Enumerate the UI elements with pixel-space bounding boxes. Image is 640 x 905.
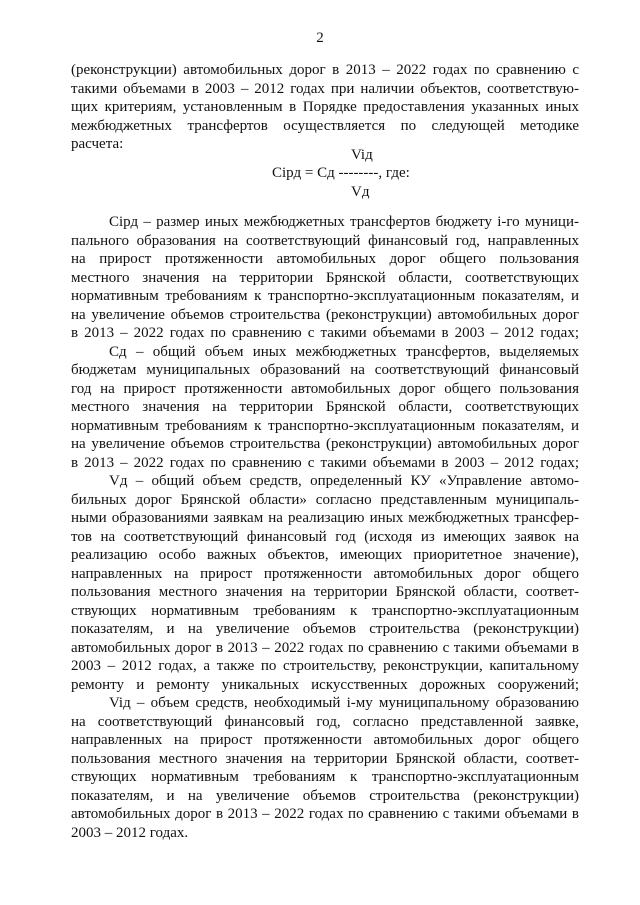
text-line: автомобильных дорог в 2013 – 2022 годах по сравнению с такими объемами в — [71, 639, 579, 656]
text-line: Vд – общий объем средств, определенный КУ «Управление автомо- — [109, 473, 579, 489]
text-line: в 2013 – 2022 годах по сравнению с такими объемами в 2003 – 2012 годах; — [71, 454, 579, 471]
formula-numerator: Viд — [351, 147, 373, 163]
definitions — [71, 213, 579, 842]
text-line: на увеличение объемов строительства (реконструкции) автомобильных дорог — [71, 436, 579, 452]
text-line: такими объемами в 2003 – 2012 годах при наличии объектов, соответствую- — [71, 80, 579, 97]
text-line: местного значения на территории Брянской области, соответствующих — [71, 269, 579, 286]
text-line: на соответствующий финансовый год, согласно представленной заявке, — [71, 713, 579, 730]
text-line: год на прирост протяженности автомобильных дорог общего пользования — [71, 380, 579, 397]
formula-denominator: Vд — [351, 184, 370, 200]
text-line: пользования местного значения на территории Брянской области, соответ- — [71, 584, 579, 600]
text-line: на увеличение объемов строительства (реконструкции) автомобильных дорог — [71, 306, 579, 323]
text-line: бильных дорог Брянской области» согласно представленным муниципаль- — [71, 491, 579, 508]
text-line: на прирост протяженности автомобильных дорог общего пользования — [71, 251, 579, 267]
text-line: пользования местного значения на территории Брянской области, соответ- — [71, 750, 579, 767]
text-line: бюджетам муниципальных образований на соответствующий финансовый — [71, 362, 579, 378]
text-line: расчета: — [71, 136, 124, 152]
text-line: ными образованиями заявкам на реализацию иных межбюджетных трансфер- — [71, 510, 579, 526]
text-line: межбюджетных трансфертов осуществляется по следующей методике — [71, 117, 579, 134]
text-line: тов на соответствующий финансовый год (исходя из имеющих заявок на — [71, 528, 579, 545]
text-line: 2003 – 2012 годах, а также по строительству, реконструкции, капитальному — [71, 658, 579, 674]
text-line: ствующих нормативным требованиям к транспортно-эксплуатационным — [71, 602, 579, 619]
text-line: в 2013 – 2022 годах по сравнению с такими объемами в 2003 – 2012 годах; — [71, 325, 579, 341]
text-line: направленных на прирост протяженности автомобильных дорог общего — [71, 565, 579, 582]
definition-sd — [71, 343, 579, 473]
definition-vid — [71, 694, 579, 842]
text-line: нормативным требованиям к транспортно-эксплуатационным показателям, и — [71, 417, 579, 434]
formula-main: Ciрд = Сд --------, где: — [272, 165, 410, 181]
text-line: автомобильных дорог в 2013 – 2022 годах по сравнению с такими объемами в — [71, 806, 579, 822]
text-line: направленных на прирост протяженности автомобильных дорог общего — [71, 732, 579, 748]
text-line: нормативным требованиям к транспортно-эксплуатационным показателям, и — [71, 288, 579, 304]
text-line: показателям, и на увеличение объемов строительства (реконструкции) — [71, 621, 579, 637]
page-number: 2 — [316, 30, 324, 46]
text-line: показателям, и на увеличение объемов строительства (реконструкции) — [71, 787, 579, 804]
text-line: щих критериям, установленным в Порядке предоставления указанных иных — [71, 99, 579, 115]
text-line: ствующих нормативным требованиям к транспортно-эксплуатационным — [71, 769, 579, 785]
intro-paragraph — [71, 61, 579, 154]
text-line: (реконструкции) автомобильных дорог в 2013 – 2022 годах по сравнению с — [71, 62, 579, 78]
text-line: пального образования на соответствующий финансовый год, направленных — [71, 232, 579, 249]
text-line: Сд – общий объем иных межбюджетных трансфертов, выделяемых — [109, 343, 579, 360]
text-line: реализацию особо важных объектов, имеющих приоритетное значение), — [71, 547, 579, 563]
text-line: ремонту и ремонту уникальных искусственных дорожных сооружений; — [71, 676, 579, 693]
text-line: 2003 – 2012 годах. — [71, 824, 189, 841]
text-line: Ciрд – размер иных межбюджетных трансфертов бюджету i-го муници- — [109, 214, 579, 230]
definition-vd — [71, 472, 579, 694]
definition-cird — [71, 213, 579, 343]
text-line: местного значения на территории Брянской области, соответствующих — [71, 399, 579, 415]
text-line: Viд – объем средств, необходимый i-му муниципальному образованию — [109, 695, 579, 711]
